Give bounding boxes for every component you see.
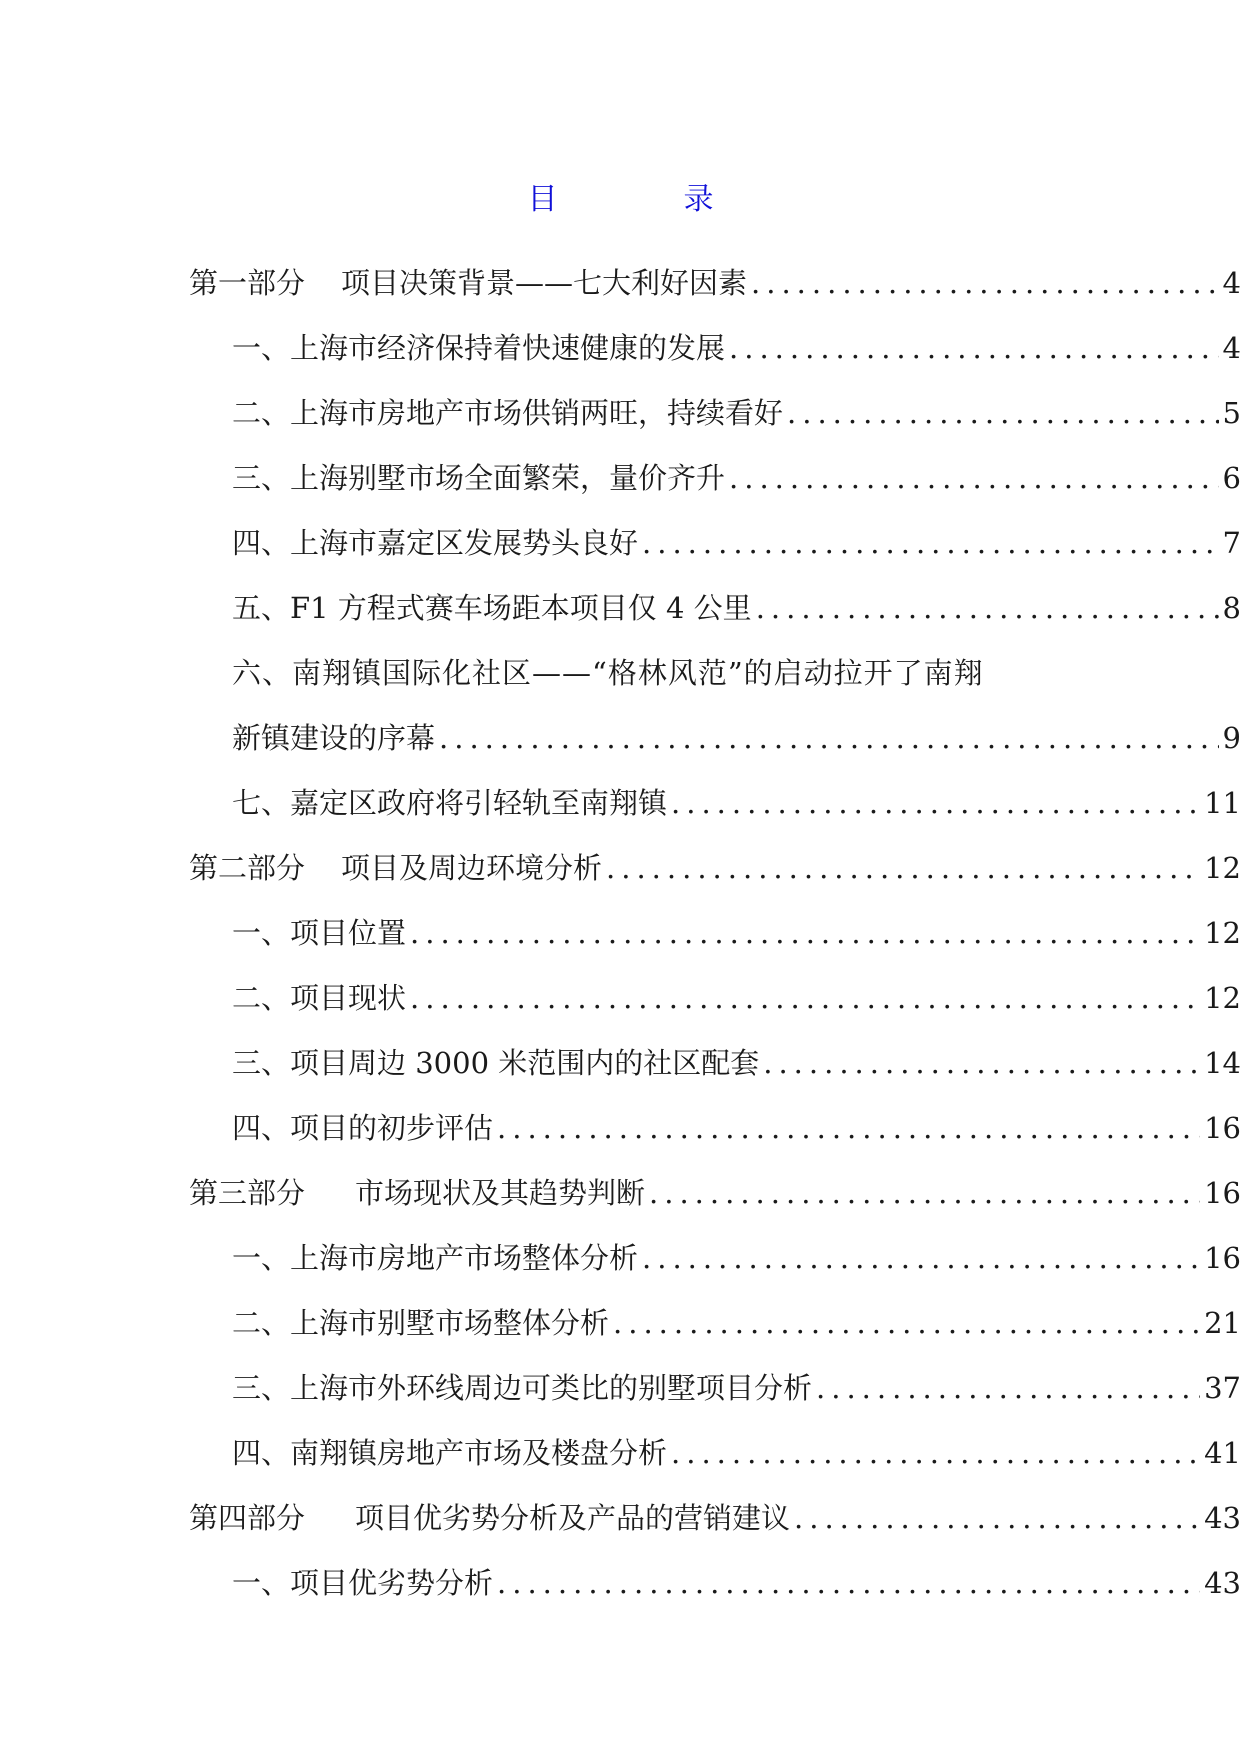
dot-leader: [497, 1096, 1200, 1161]
toc-entry-section-wrapped-second-line[interactable]: [0, 706, 1241, 771]
dot-leader: [794, 1486, 1200, 1551]
toc-entry-section[interactable]: [0, 446, 1241, 511]
page-number: 43: [1204, 1501, 1241, 1535]
toc-entry-part-3[interactable]: [0, 1161, 1241, 1226]
toc-entry-section[interactable]: [0, 576, 1241, 641]
dot-leader: [613, 1291, 1200, 1356]
dot-leader: [497, 1551, 1200, 1616]
entry-text: 新镇建设的序幕: [232, 721, 436, 755]
page-number: 21: [1204, 1306, 1241, 1340]
dot-leader: [787, 381, 1219, 446]
page-number: 16: [1204, 1241, 1241, 1275]
entry-text: 三、上海市外环线周边可类比的别墅项目分析: [232, 1371, 813, 1405]
dot-leader: [756, 576, 1219, 641]
toc-entry-section[interactable]: [0, 771, 1241, 836]
page-number: 37: [1204, 1371, 1241, 1405]
dot-leader: [763, 1031, 1200, 1096]
table-of-contents: [0, 251, 1241, 1616]
toc-entry-section[interactable]: [0, 1031, 1241, 1096]
entry-text: 项目优劣势分析及产品的营销建议: [355, 1501, 791, 1535]
page-number: 14: [1204, 1046, 1241, 1080]
entry-text: 四、项目的初步评估: [232, 1111, 494, 1145]
entry-text: 三、项目周边 3000 米范围内的社区配套: [232, 1046, 760, 1080]
toc-entry-section[interactable]: [0, 1551, 1241, 1616]
part-label: 第四部分: [189, 1501, 306, 1535]
entry-text: 一、项目位置: [232, 916, 407, 950]
dot-leader: [439, 706, 1219, 771]
entry-text: 六、南翔镇国际化社区——“格林风范”的启动拉开了南翔: [232, 656, 984, 690]
entry-text: 一、上海市经济保持着快速健康的发展: [232, 331, 726, 365]
page-number: 4: [1222, 266, 1241, 300]
page-number: 12: [1204, 981, 1241, 1015]
entry-text: 一、项目优劣势分析: [232, 1566, 494, 1600]
entry-text: 二、项目现状: [232, 981, 407, 1015]
part-label: 第三部分: [189, 1176, 306, 1210]
page-number: 8: [1222, 591, 1241, 625]
dot-leader: [410, 966, 1200, 1031]
page-number: 12: [1204, 851, 1241, 885]
dot-leader: [751, 251, 1219, 316]
toc-entry-section[interactable]: [0, 1096, 1241, 1161]
dot-leader: [642, 1226, 1200, 1291]
dot-leader: [671, 771, 1200, 836]
page-number: 16: [1204, 1176, 1241, 1210]
dot-leader: [642, 511, 1219, 576]
toc-entry-section[interactable]: [0, 1421, 1241, 1486]
dot-leader: [410, 901, 1200, 966]
entry-text: 一、上海市房地产市场整体分析: [232, 1241, 639, 1275]
page-number: 12: [1204, 916, 1241, 950]
page-number: 6: [1222, 461, 1241, 495]
toc-entry-section-wrapped-first-line[interactable]: [0, 641, 1241, 706]
page-number: 43: [1204, 1566, 1241, 1600]
page-number: 16: [1204, 1111, 1241, 1145]
page-number: 7: [1222, 526, 1241, 560]
toc-entry-section[interactable]: [0, 1356, 1241, 1421]
entry-text: 二、上海市别墅市场整体分析: [232, 1306, 610, 1340]
dot-leader: [729, 446, 1219, 511]
toc-entry-section[interactable]: [0, 1226, 1241, 1291]
dot-leader: [729, 316, 1219, 381]
entry-text: 四、上海市嘉定区发展势头良好: [232, 526, 639, 560]
toc-entry-section[interactable]: [0, 1291, 1241, 1356]
page-number: 11: [1204, 786, 1241, 820]
part-label: 第一部分: [189, 266, 306, 300]
page-number: 5: [1222, 396, 1241, 430]
dot-leader: [816, 1356, 1200, 1421]
toc-entry-section[interactable]: [0, 901, 1241, 966]
dot-leader: [606, 836, 1200, 901]
toc-title: 目 录: [527, 182, 762, 217]
part-label: 第二部分: [189, 851, 306, 885]
page-number: 4: [1222, 331, 1241, 365]
toc-entry-section[interactable]: [0, 316, 1241, 381]
toc-entry-section[interactable]: [0, 511, 1241, 576]
entry-text: 五、F1 方程式赛车场距本项目仅 4 公里: [232, 591, 752, 625]
entry-text: 七、嘉定区政府将引轻轨至南翔镇: [232, 786, 668, 820]
entry-text: 二、上海市房地产市场供销两旺，持续看好: [232, 396, 784, 430]
dot-leader: [649, 1161, 1200, 1226]
entry-text: 三、上海别墅市场全面繁荣，量价齐升: [232, 461, 726, 495]
page-number: 9: [1222, 721, 1241, 755]
entry-text: 市场现状及其趋势判断: [355, 1176, 646, 1210]
dot-leader: [671, 1421, 1200, 1486]
page-number: 41: [1204, 1436, 1241, 1470]
toc-entry-part-1[interactable]: [0, 251, 1241, 316]
toc-entry-section[interactable]: [0, 966, 1241, 1031]
entry-text: 四、南翔镇房地产市场及楼盘分析: [232, 1436, 668, 1470]
toc-entry-section[interactable]: [0, 381, 1241, 446]
toc-entry-part-4[interactable]: [0, 1486, 1241, 1551]
entry-text: 项目决策背景——七大利好因素: [341, 266, 748, 300]
entry-text: 项目及周边环境分析: [341, 851, 603, 885]
toc-entry-part-2[interactable]: [0, 836, 1241, 901]
